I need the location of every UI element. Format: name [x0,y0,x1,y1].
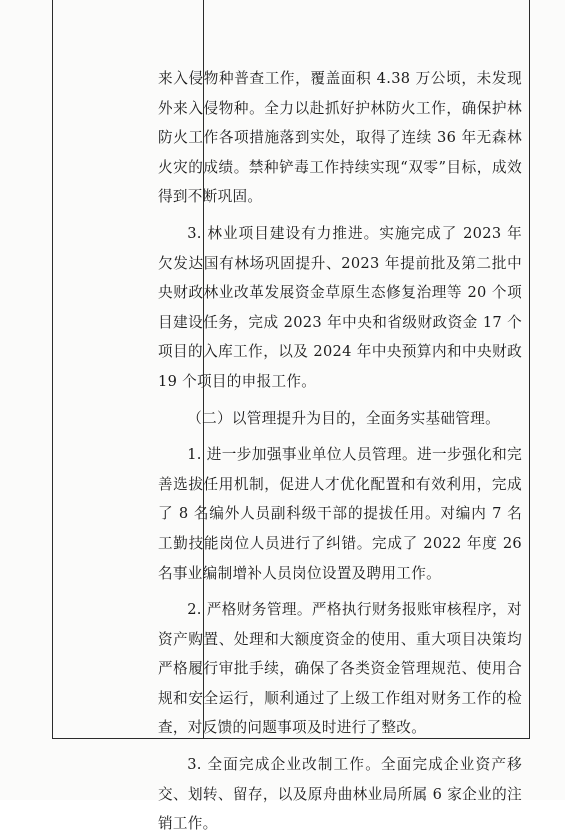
section-heading-management: （二）以管理提升为目的，全面务实基础管理。 [187,409,500,427]
content-cell [158,64,522,839]
paragraph-personnel-management: 1. 进一步加强事业单位人员管理。进一步强化和完善选拔任用机制，促进人才优化配置和有效利用，完成了 8 名编外人员副科级干部的提拔任用。对编内 7 名工勤技能岗位人员进行了纠错。完成了 2022 年度 26 名事业编制增补人员岗位设置及聘用工作。 [158,446,522,582]
paragraph-enterprise-reform: 3. 全面完成企业改制工作。全面完成企业资产移交、划转、留存，以及原舟曲林业局所属 6 家企业的注销工作。 [158,756,522,833]
paragraph-invasive-species: 来入侵物种普查工作，覆盖面积 4.38 万公顷，未发现外来入侵物种。全力以赴抓好护林防火工作，确保护林防火工作各项措施落到实处，取得了连续 36 年无森林火灾的成绩。禁种铲毒工作持续实现“双零”目标，成效得到不断巩固。 [158,70,522,206]
paragraph-forestry-projects: 3. 林业项目建设有力推进。实施完成了 2023 年欠发达国有林场巩固提升、2023 年提前批及第二批中央财政林业改革发展资金草原生态修复治理等 20 个项目建设任务，完成 2023 年中央和省级财政资金 17 个项目的入库工作，以及 2024 年中央预算内和中央财政 19 个项目的申报工作。 [158,224,522,390]
paragraph-financial-management: 2. 严格财务管理。严格执行财务报账审核程序，对资产购置、处理和大额度资金的使用、重大项目决策均严格履行审批手续，确保了各类资金管理规范、使用合规和安全运行，顺利通过了上级工作组对财务工作的检查，对反馈的问题事项及时进行了整改。 [158,601,522,737]
